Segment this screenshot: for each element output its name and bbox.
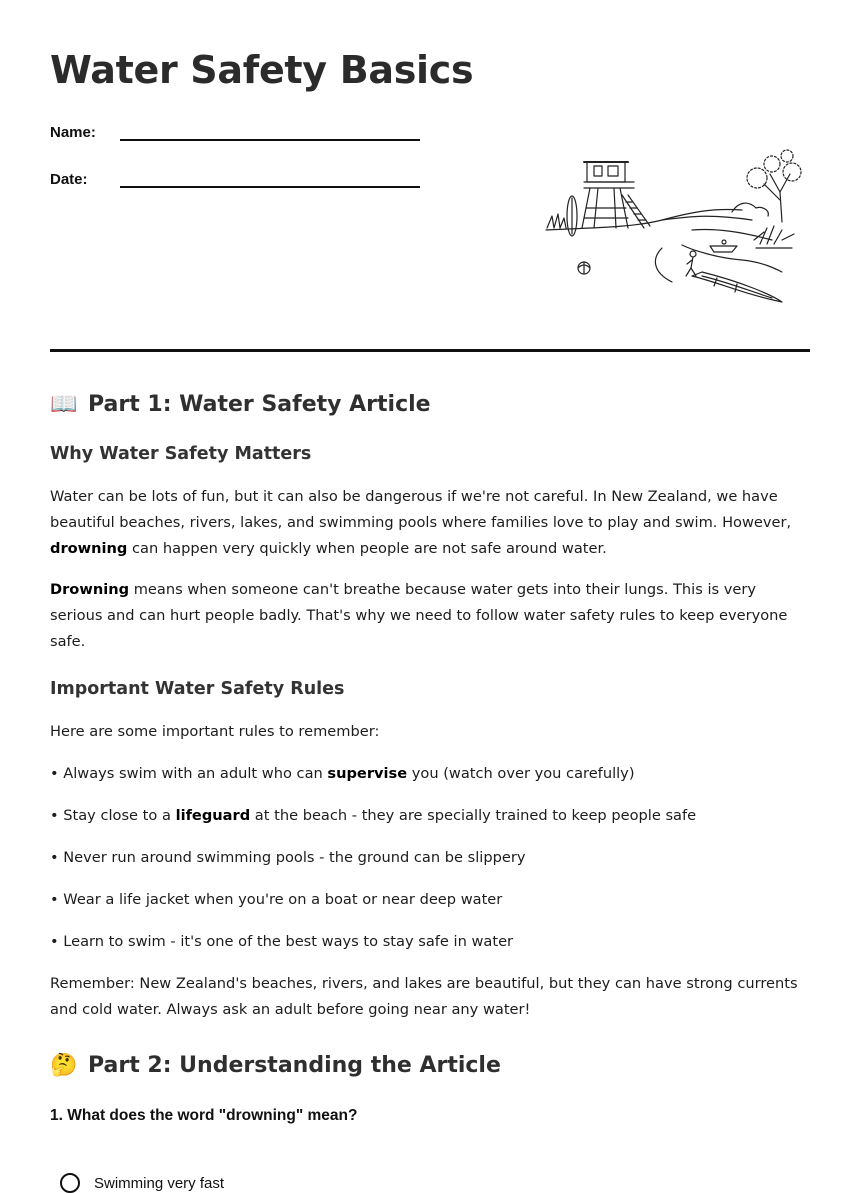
main-content bbox=[50, 386, 810, 1193]
date-label: Date: bbox=[50, 171, 88, 188]
date-field bbox=[50, 168, 420, 188]
header-divider bbox=[50, 349, 810, 352]
rule2-text-a: • Stay close to a bbox=[50, 807, 171, 824]
date-line[interactable] bbox=[120, 168, 420, 188]
name-label: Name: bbox=[50, 124, 96, 141]
rules-intro: Here are some important rules to remember: bbox=[50, 723, 380, 740]
rule-item: • Wear a life jacket when you're on a boat or near deep water bbox=[50, 891, 503, 908]
rule-item bbox=[50, 761, 810, 787]
paragraph-1 bbox=[50, 484, 810, 562]
part2-heading bbox=[50, 1047, 810, 1083]
rule2-text-b: at the beach - they are specially trained to keep people safe bbox=[254, 807, 697, 824]
question-1: 1. What does the word "drowning" mean? bbox=[50, 1107, 358, 1124]
q1-option-1[interactable] bbox=[50, 1173, 810, 1193]
beach-illustration bbox=[542, 150, 802, 310]
name-field bbox=[50, 121, 420, 141]
section2-heading: Important Water Safety Rules bbox=[50, 679, 345, 699]
q1-option-1-label: Swimming very fast bbox=[94, 1174, 225, 1192]
p2-bold: Drowning bbox=[50, 581, 130, 598]
p2-text: means when someone can't breathe because water gets into their lungs. This is very serious and can hurt people badly. That's why we need to follow water safety rules to keep everyone safe. bbox=[50, 581, 788, 650]
rule2-bold: lifeguard bbox=[175, 807, 251, 824]
rule1-text-a: • Always swim with an adult who can bbox=[50, 765, 323, 782]
part1-heading-text: Part 1: Water Safety Article bbox=[88, 391, 431, 417]
section1-heading: Why Water Safety Matters bbox=[50, 444, 312, 464]
p1-bold: drowning bbox=[50, 540, 128, 557]
thinking-face-icon: 🤔 bbox=[50, 1052, 78, 1078]
rule-item bbox=[50, 803, 810, 829]
page-title: Water Safety Basics bbox=[50, 48, 474, 92]
radio-button[interactable] bbox=[60, 1173, 80, 1193]
p1-text-b: can happen very quickly when people are not safe around water. bbox=[132, 540, 607, 557]
name-line[interactable] bbox=[120, 121, 420, 141]
rule1-text-b: you (watch over you carefully) bbox=[411, 765, 635, 782]
rule-item: • Never run around swimming pools - the ground can be slippery bbox=[50, 849, 526, 866]
paragraph-2 bbox=[50, 577, 810, 655]
remember-paragraph: Remember: New Zealand's beaches, rivers, and lakes are beautiful, but they can have strong currents and cold water. Always ask an adult before going near any water! bbox=[50, 975, 798, 1018]
open-book-icon: 📖 bbox=[50, 391, 78, 417]
rule1-bold: supervise bbox=[327, 765, 408, 782]
part2-heading-text: Part 2: Understanding the Article bbox=[88, 1052, 501, 1078]
part1-heading bbox=[50, 386, 810, 422]
rule-item: • Learn to swim - it's one of the best ways to stay safe in water bbox=[50, 933, 514, 950]
p1-text-a: Water can be lots of fun, but it can also be dangerous if we're not careful. In New Zealand, we have beautiful beaches, rivers, lakes, and swimming pools where families love to play and swim. However, bbox=[50, 488, 792, 531]
